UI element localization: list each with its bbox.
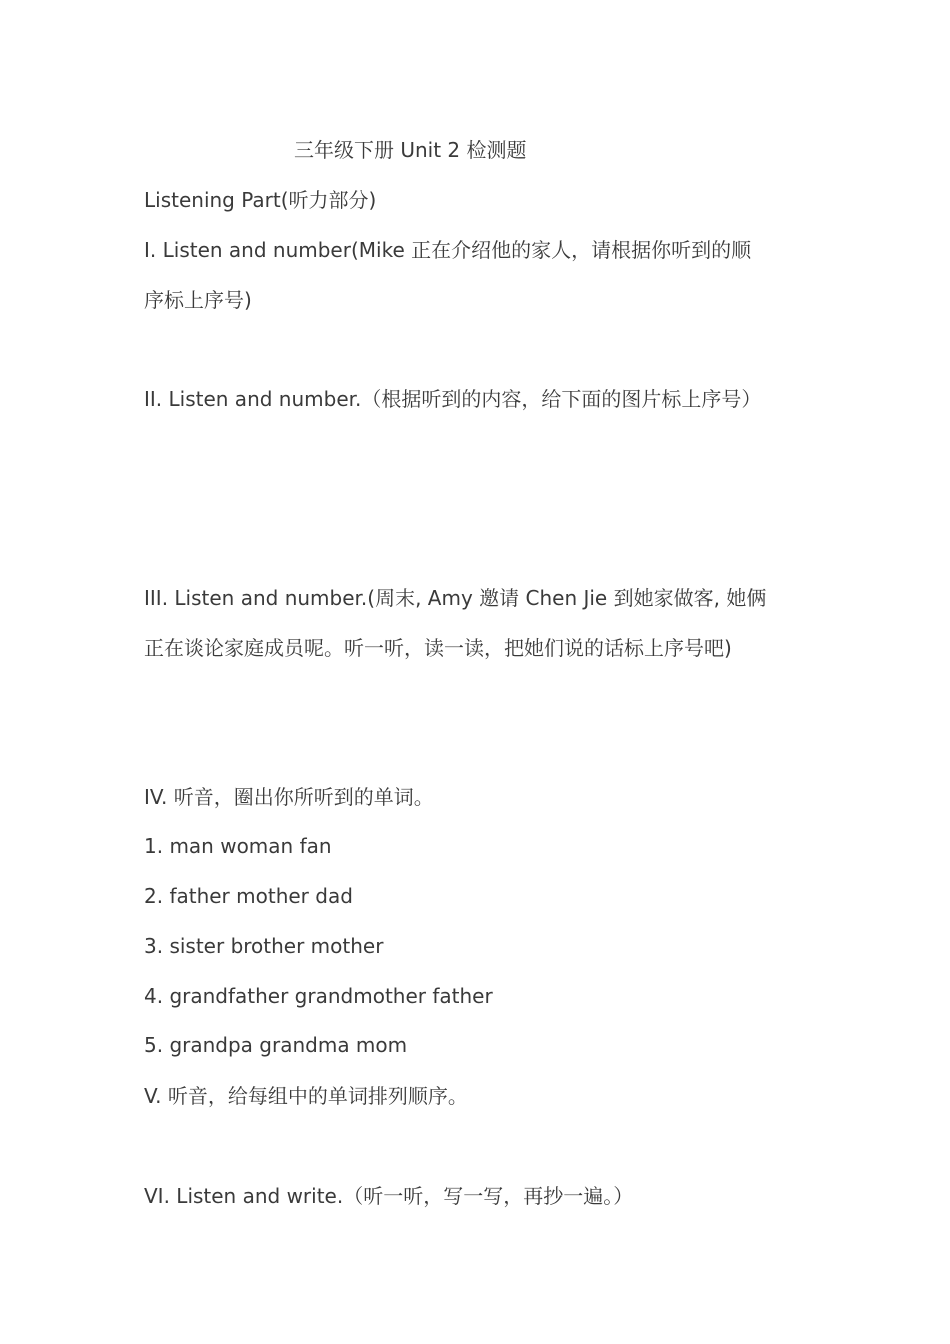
- section-5-instruction: V. 听音，给每组中的单词排列顺序。: [144, 1084, 468, 1108]
- section-4-instruction: IV. 听音，圈出你所听到的单词。: [144, 785, 434, 809]
- section-4-item-3: 3. sister brother mother: [144, 934, 384, 958]
- section-3-instruction-line-2: 正在谈论家庭成员呢。听一听，读一读，把她们说的话标上序号吧): [144, 636, 732, 660]
- listening-part-heading: Listening Part(听力部分): [144, 188, 377, 212]
- section-4-item-1: 1. man woman fan: [144, 834, 332, 858]
- page-title: 三年级下册 Unit 2 检测题: [294, 138, 527, 162]
- section-4-item-2: 2. father mother dad: [144, 884, 353, 908]
- section-3-instruction-line-1: III. Listen and number.(周末, Amy 邀请 Chen Jie 到她家做客, 她俩: [144, 586, 767, 610]
- section-2-instruction: II. Listen and number.（根据听到的内容，给下面的图片标上序号）: [144, 387, 762, 411]
- section-4-item-4: 4. grandfather grandmother father: [144, 984, 493, 1008]
- section-6-instruction: VI. Listen and write.（听一听，写一写，再抄一遍。）: [144, 1184, 634, 1208]
- section-1-instruction-line-1: I. Listen and number(Mike 正在介绍他的家人，请根据你听到的顺: [144, 238, 752, 262]
- section-1-instruction-line-2: 序标上序号): [144, 288, 252, 312]
- section-4-item-5: 5. grandpa grandma mom: [144, 1033, 408, 1057]
